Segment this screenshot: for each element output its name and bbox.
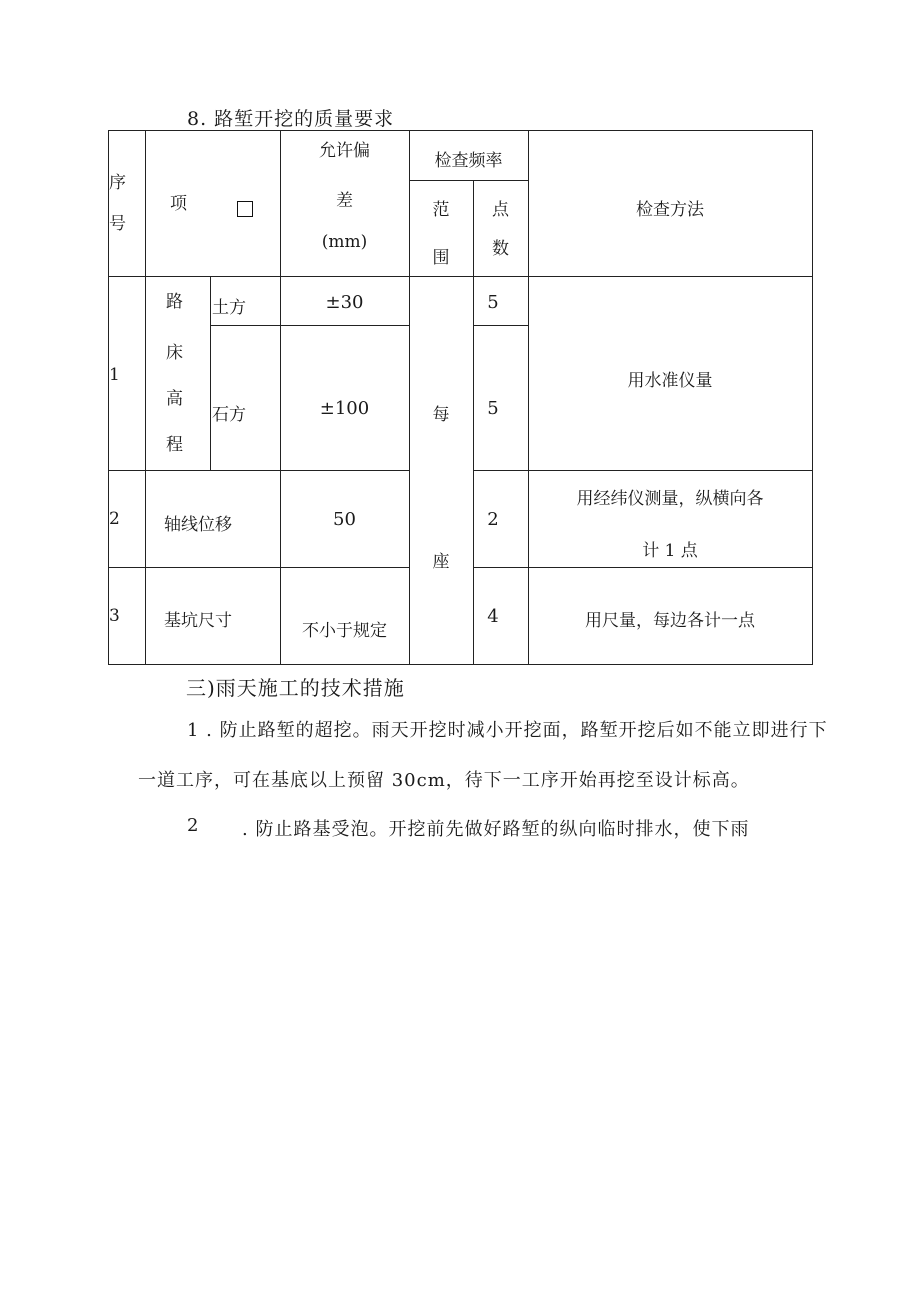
group-col-line bbox=[210, 276, 211, 470]
checkbox-icon bbox=[237, 201, 253, 217]
range-merged-1: 每 bbox=[432, 405, 450, 425]
row2-seq: 2 bbox=[109, 509, 120, 529]
header-seq-2: 号 bbox=[109, 214, 126, 234]
row1-group-char-4: 程 bbox=[166, 435, 183, 455]
header-points-2: 数 bbox=[492, 239, 509, 259]
row3-points: 4 bbox=[487, 606, 499, 627]
table-border-right bbox=[812, 130, 813, 665]
row2-bottom-left bbox=[108, 567, 409, 568]
row1-sub-divider bbox=[210, 325, 409, 326]
paragraph-1-line-2: 一道工序，可在基底以上预留 30cm，待下一工序开始再挖至设计标高。 bbox=[138, 770, 750, 791]
row2-method-2: 计 1 点 bbox=[642, 541, 698, 561]
row1-seq: 1 bbox=[109, 365, 120, 385]
row2-bottom-right bbox=[473, 567, 813, 568]
paragraph-1-line-1: 1 . 防止路堑的超挖。雨天开挖时减小开挖面，路堑开挖后如不能立即进行下 bbox=[187, 720, 828, 741]
row1-sub2-points: 5 bbox=[487, 398, 499, 419]
section-heading: 三)雨天施工的技术措施 bbox=[186, 676, 405, 700]
header-tolerance-1: 允许偏 bbox=[319, 141, 370, 161]
table-border-bottom bbox=[108, 664, 813, 665]
row2-points: 2 bbox=[487, 509, 499, 530]
header-item: 项 bbox=[170, 194, 187, 214]
row2-method-1: 用经纬仪测量，纵横向各 bbox=[576, 489, 764, 509]
header-tolerance-unit: (mm) bbox=[321, 232, 368, 252]
header-frequency: 检查频率 bbox=[434, 151, 503, 171]
row3-method: 用尺量，每边各计一点 bbox=[585, 611, 755, 631]
table-caption: 8. 路堑开挖的质量要求 bbox=[187, 108, 395, 130]
row1-group-char-1: 路 bbox=[166, 292, 183, 312]
range-merged-2: 座 bbox=[432, 552, 450, 572]
row1-bottom-right bbox=[473, 470, 813, 471]
header-tolerance-2: 差 bbox=[336, 191, 353, 211]
row1-points-divider bbox=[473, 325, 528, 326]
row2-tolerance: 50 bbox=[333, 509, 356, 530]
row1-sub2-name: 石方 bbox=[212, 405, 246, 425]
table-border-top bbox=[108, 130, 813, 131]
row1-group-char-2: 床 bbox=[166, 343, 183, 363]
header-range-2: 围 bbox=[432, 248, 450, 268]
row1-sub1-tolerance: ±30 bbox=[325, 292, 364, 313]
header-method: 检查方法 bbox=[636, 200, 704, 220]
row3-tolerance: 不小于规定 bbox=[302, 621, 387, 641]
paragraph-2-number: 2 bbox=[187, 815, 200, 836]
row2-item: 轴线位移 bbox=[164, 515, 232, 535]
table-border-left bbox=[108, 130, 109, 665]
header-seq-1: 序 bbox=[109, 173, 126, 193]
row1-method: 用水准仪量 bbox=[627, 371, 713, 391]
header-range-1: 范 bbox=[432, 200, 450, 220]
row1-group-char-3: 高 bbox=[166, 389, 183, 409]
paragraph-2-text: . 防止路基受泡。开挖前先做好路堑的纵向临时排水，使下雨 bbox=[242, 819, 750, 840]
row3-item: 基坑尺寸 bbox=[164, 611, 232, 631]
header-points-1: 点 bbox=[492, 200, 509, 220]
seq-col-line bbox=[145, 130, 146, 665]
row1-sub1-name: 土方 bbox=[212, 298, 246, 318]
freq-divider bbox=[409, 180, 528, 181]
row1-sub2-tolerance: ±100 bbox=[319, 398, 370, 419]
row1-bottom-left bbox=[108, 470, 409, 471]
header-bottom-line bbox=[108, 276, 813, 277]
row3-seq: 3 bbox=[109, 606, 120, 626]
row1-sub1-points: 5 bbox=[487, 292, 499, 313]
